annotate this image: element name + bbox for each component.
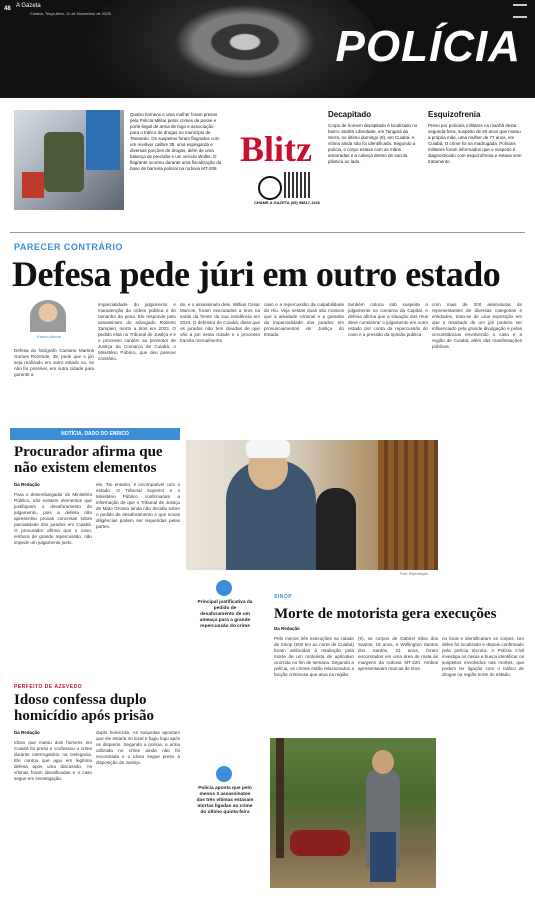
main-headline: Defesa pede júri em outro estado — [12, 254, 501, 294]
main-column-6: com mais de 200 assinaturas de representantes de diversas categorias e entidades, trata-se de uma exposição em que o resultado de um júri poderia ser influenciado pela grande divulgação e pelas circunstâncias envolvendo o caso e a região de Cuiabá, além das manifestações públicas. — [432, 302, 522, 349]
story3-byline: Da Redação — [274, 626, 300, 631]
teaser-photo-arrest — [14, 110, 124, 210]
story4-column-1: Idoso que matou dois homens em Cuiabá foi preso e confessou o crime durante interrogatório na Delegacia. Ele contou que agiu em legítima defesa após uma discussão. As vítimas foram identificadas e o caso segue em investigação. — [14, 740, 92, 781]
teaser-text-esquizofrenia: Preso por policiais militares na manhã desta segunda-feira, suspeito de 60 anos que matou a própria mãe, uma mulher de 77 anos, em Cuiabá. O crime foi na madrugada. Policiais militares foram informados que o suspeito é diagnosticado com esquizofrenia e estava sem tratamento. — [428, 123, 522, 164]
story2-column-2: ele, 'No entanto, é incompatível com o estado. O Tribunal Superior e o Ministério Público confirmaram a informação de que o Tribunal de Justiça de Mato Grosso ainda não decidiu sobre o pedido de desaforamento e que novas diligências podem ser requeridas pelas partes. — [96, 482, 180, 529]
section-title: POLÍCIA — [335, 22, 521, 71]
menu-icon — [513, 4, 527, 18]
photo-defendant — [186, 440, 438, 570]
story3-column-3: no local e identificaram os corpos. Um deles foi localizado e depois confirmado pela perícia técnica. A Polícia Civil investiga os casos e busca identificar os suspeitos envolvidos nas mortes, que podem ter ligação com o tráfico de drogas na região norte do estado. — [442, 636, 524, 677]
main-kicker: PARECER CONTRÁRIO — [14, 242, 123, 252]
story3-column-1: Pelo menos três execuções na cidade de Sinop (500 km ao norte de Cuiabá) foram atribuídas à retaliação pela morte de um motorista de aplicativo ocorrida no fim de semana. Segundo a polícia, os crimes estão relacionados a facção criminosa que atua na região. — [274, 636, 354, 677]
blitz-logo: Blitz — [240, 129, 312, 169]
story2-byline: Da Redação — [14, 482, 40, 487]
story4-byline: Da Redação — [14, 730, 40, 735]
issue-date: Cuiabá, Terça-feira, 11 de Novembro de 2025 — [30, 11, 111, 16]
page-number: 48 — [4, 6, 11, 12]
section-header — [0, 0, 535, 98]
story3-headline: Morte de motorista gera execuções — [274, 606, 497, 622]
main-column-1: Defesa do fotógrafo Caetano Martins Gomes Rezende, 38, pede que o júri seja realizado em outro estado ou, se não for possível, em outra cidade para garantir a — [14, 348, 94, 377]
callout-icon — [216, 766, 232, 782]
photo-crime-scene — [270, 738, 436, 888]
author-name: Karina Ataíde — [36, 334, 62, 339]
photo2-callout: Polícia aponta que pelo menos 3 assassinatos das três vítimas estavam mortas ligadas ao crime do último quinta-feira — [196, 786, 254, 815]
blitz-caption: CHAME A GAZETA (65) 98817-1166 — [254, 200, 320, 205]
photo1-callout: Principal justificativa da pedido de desaforamento de um ameaça para a grande repercussão do crime — [197, 600, 253, 629]
story4-headline: Idoso confessa duplo homicídio após prisão — [14, 692, 155, 724]
divider — [10, 232, 525, 233]
story2-column-1: Para o desembargador do Ministério Público, não existem elementos que justifiquem o desaforamento do julgamento, pois a defesa não apresentou provas concretas sobre parcialidade dos jurados em Cuiabá. O procurador afirma que o caso, embora de grande repercussão, não impede um julgamento justo. — [14, 492, 92, 545]
story3-column-2: (9), os corpos de Gabriel Silva dos Santos, 18 anos, e Wellington Santos dos Santos, 21 anos, foram encontrados em uma área de mata às margens da rodovia MT-220. Ambos apresentavam marcas de tiros. — [358, 636, 438, 671]
teaser-head-esquizofrenia: Esquizofrenia — [428, 110, 481, 119]
teaser-text-decapitado: Corpo de homem decapitado é localizado no bairro Jardim Liberdade, em Tangará da Serra, no último domingo (9), em Cuiabá. A vítima ainda não foi identificada. Segundo a polícia, o corpo estava com as mãos amarradas e a cabeça dentro de sacola plástica ao lado. — [328, 123, 418, 164]
newspaper-brand: A Gazeta — [16, 3, 41, 9]
callout-icon — [216, 580, 232, 596]
story4-kicker: PERFEITO DE AZEVEDO — [14, 684, 83, 690]
main-column-2: imparcialidade do julgamento e manutenção da ordem pública e do tamanho da pena. Ele responde pelo assassinato do advogado Roberto Zampieri, morto a tiros em 2023. O pedido está no Tribunal de Justiça e é o processo contém ao promotor de Justiça da Comarca de Cuiabá, o Ministério Público, que deu parecer contrário. — [98, 302, 176, 361]
photo-credit: Foto: Reprodução — [400, 572, 429, 576]
main-column-4: caso e a repercussão da culpabilidade do réu. Veja nestas duas são motivos que a atividade criminal e a garantia da imparcialidade dos jurados em pronunciamentos de Justiça do Estado. — [264, 302, 344, 337]
whatsapp-icon — [258, 176, 282, 200]
author-avatar — [30, 300, 66, 332]
main-column-3: de, e o assassinato dele, Willian César Marcon, foram executados a tiros na saída da frente da sua residência em 2023. O defensor de Cuiabá, disse que os jurados não tem dúvidas de que vão a júri nesta cidade e o processo tramita normalmente. — [180, 302, 260, 343]
main-column-5: também coloca sob suspeita a julgamento na comarca da Capital. A defesa afirma que a situação dos réus deve considerar o julgamento em outro estado por conta da repercussão do caso e a pressão da opinião pública. — [348, 302, 428, 337]
teaser-head-decapitado: Decapitado — [328, 110, 372, 119]
teaser-text-arrest: Quatro homens e uma mulher foram presos pela Polícia Militar pelos crimes de posse e porte ilegal de arma de fogo e associação para o tráfico de drogas no município de Tanaredo. Os suspeitos foram flagrados com um revólver calibre 38, uma espingarda e diversas porções de drogas, além de uma balança de precisão e um veículo Wolks. O flagrante ocorreu durante uma fiscalização da base de barreira policial na rodovia MT-208. — [130, 112, 222, 171]
story2-bar: NOTÍCIA, DADO DO ENRICO — [10, 428, 180, 440]
story3-kicker: SINOP — [274, 594, 293, 600]
qr-code-icon — [284, 172, 310, 198]
story4-column-2: duplo homicídio. As suspeitas apontam que ele estaria no local e fugiu logo após os disparos. Segundo a polícia, a arma utilizada no crime ainda não foi encontrada e o idoso segue preso à disposição da Justiça. — [96, 730, 180, 765]
story2-headline: Procurador afirma que não existem elementos — [14, 444, 163, 476]
